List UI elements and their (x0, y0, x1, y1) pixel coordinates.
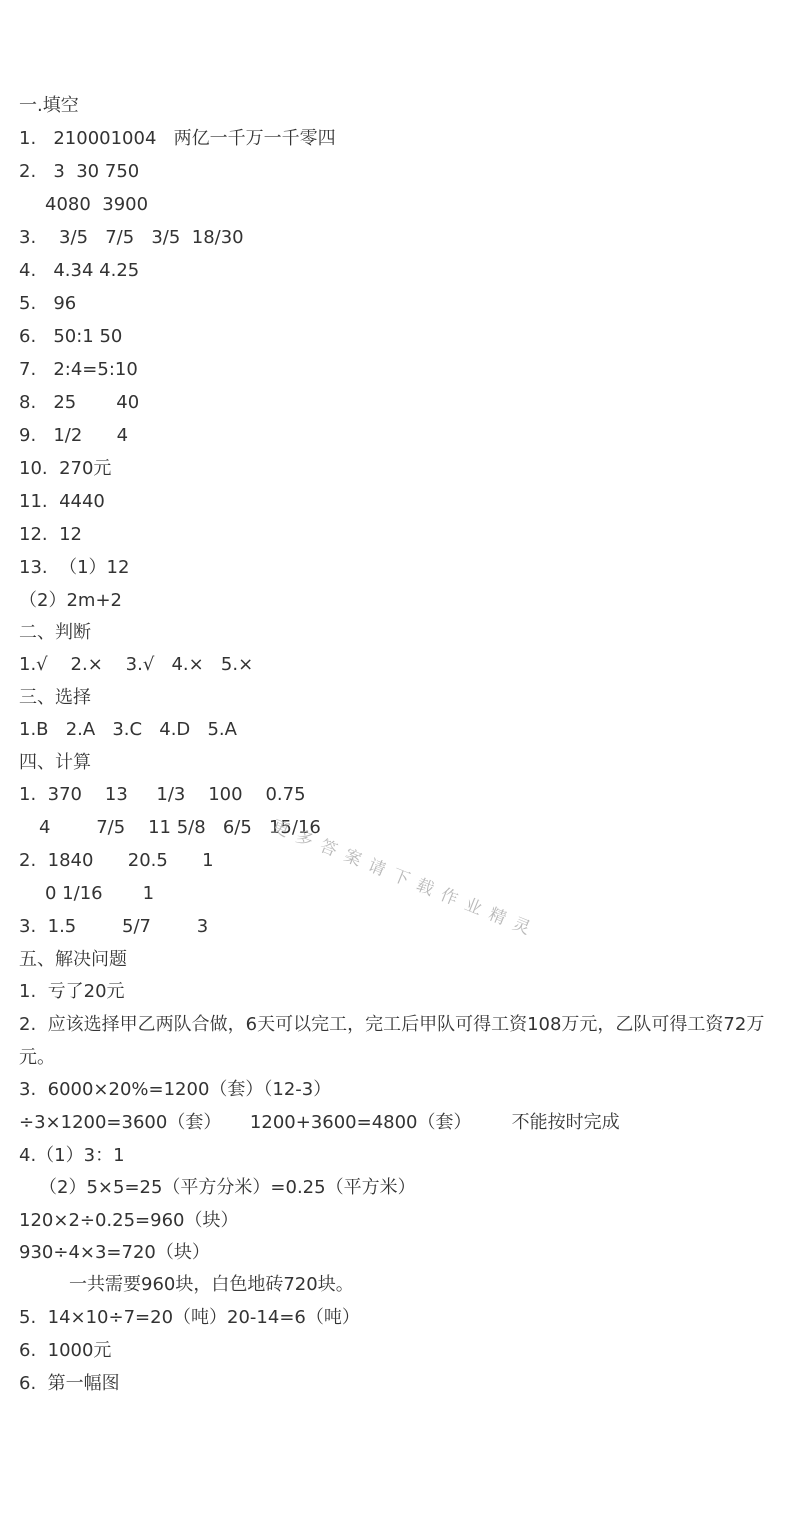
answer-line-7: 7. 2:4=5:10 (19, 359, 138, 380)
answer-line-problem-1: 1. 亏了20元 (19, 981, 125, 1002)
answer-line-problem-4-part-2: （2）5×5=25（平方分米）=0.25（平方米） (39, 1177, 416, 1198)
answer-line-problem-6: 6. 1000元 (19, 1340, 112, 1361)
answer-line-10: 10. 270元 (19, 458, 112, 479)
answer-line-choice: 1.B 2.A 3.C 4.D 5.A (19, 719, 237, 740)
section-heading-problems: 五、解决问题 (19, 949, 127, 970)
watermark-text: 更多答案请下载作业精灵 (268, 816, 542, 943)
answer-line-4: 4. 4.34 4.25 (19, 260, 140, 281)
section-heading-choice: 三、选择 (19, 687, 91, 708)
answer-line-5: 5. 96 (19, 293, 77, 314)
answer-line-9: 9. 1/2 4 (19, 425, 129, 446)
answer-line-11: 11. 4440 (19, 491, 105, 512)
answer-line-8: 8. 25 40 (19, 392, 140, 413)
answer-line-12: 12. 12 (19, 524, 82, 545)
answer-line-problem-2-cont: 元。 (19, 1047, 55, 1068)
answer-line-problem-4-calc-a: 120×2÷0.25=960（块） (19, 1210, 239, 1231)
answer-line-problem-6b: 6. 第一幅图 (19, 1373, 120, 1394)
answer-line-13-cont: （2）2m+2 (19, 590, 122, 611)
answer-line-true-false: 1.√ 2.× 3.√ 4.× 5.× (19, 654, 254, 675)
answer-line-problem-3: 3. 6000×20%=1200（套）（12-3） (19, 1079, 332, 1100)
section-heading-true-false: 二、判断 (19, 622, 91, 643)
answer-line-problem-4-calc-b: 930÷4×3=720（块） (19, 1242, 210, 1263)
answer-line-6: 6. 50:1 50 (19, 326, 123, 347)
answer-line-13: 13. （1）12 (19, 557, 130, 578)
answer-line-problem-2: 2. 应该选择甲乙两队合做，6天可以完工，完工后甲队可得工资108万元，乙队可得工资72万 (19, 1014, 765, 1035)
answer-line-problem-5: 5. 14×10÷7=20（吨）20-14=6（吨） (19, 1307, 360, 1328)
answer-line-3: 3. 3/5 7/5 3/5 18/30 (19, 227, 244, 248)
answer-line-calc-2: 2. 1840 20.5 1 (19, 850, 214, 871)
answer-line-2-cont: 4080 3900 (45, 194, 149, 215)
answer-line-calc-2-cont: 0 1/16 1 (45, 883, 155, 904)
section-heading-calculation: 四、计算 (19, 752, 91, 773)
section-heading-fill-blank: 一.填空 (19, 95, 79, 116)
answer-line-problem-3-cont: ÷3×1200=3600（套） 1200+3600=4800（套） 不能按时完成 (19, 1112, 620, 1133)
answer-line-1: 1. 210001004 两亿一千万一千零四 (19, 128, 336, 149)
answer-line-calc-3: 3. 1.5 5/7 3 (19, 916, 209, 937)
answer-line-2: 2. 3 30 750 (19, 161, 140, 182)
answer-line-calc-1: 1. 370 13 1/3 100 0.75 (19, 784, 306, 805)
answer-line-calc-1-cont: 4 7/5 11 5/8 6/5 15/16 (39, 817, 321, 838)
answer-line-problem-4: 4.（1）3：1 (19, 1145, 125, 1166)
answer-line-problem-4-conclusion: 一共需要960块，白色地砖720块。 (69, 1274, 354, 1295)
